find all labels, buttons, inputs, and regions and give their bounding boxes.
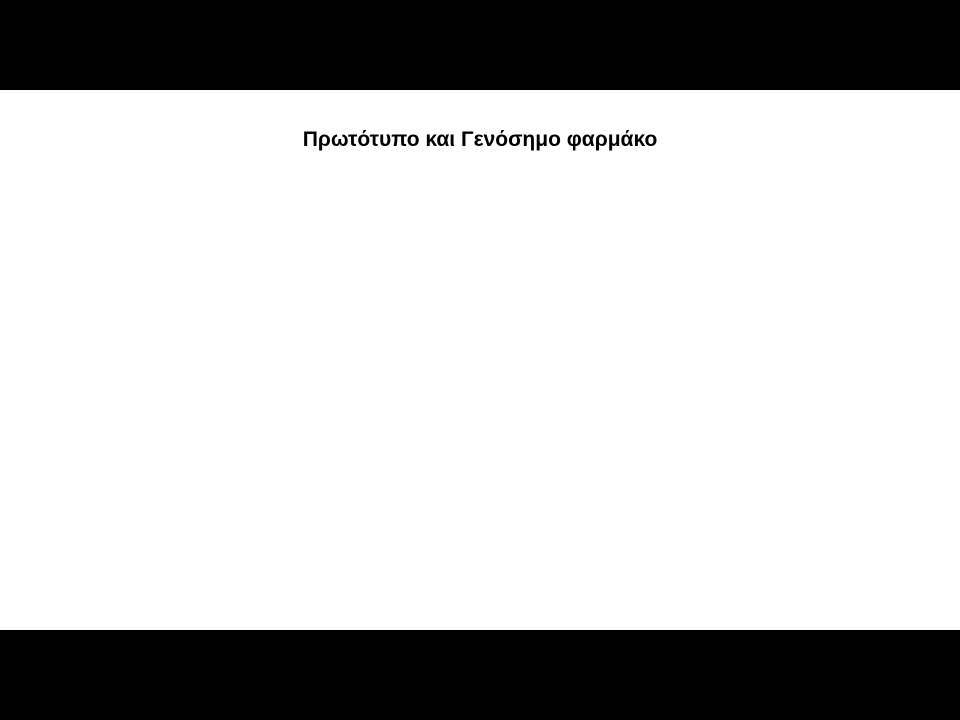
- slide-title: Πρωτότυπο και Γενόσημο φαρμάκο: [302, 128, 658, 151]
- slide: [0, 90, 960, 630]
